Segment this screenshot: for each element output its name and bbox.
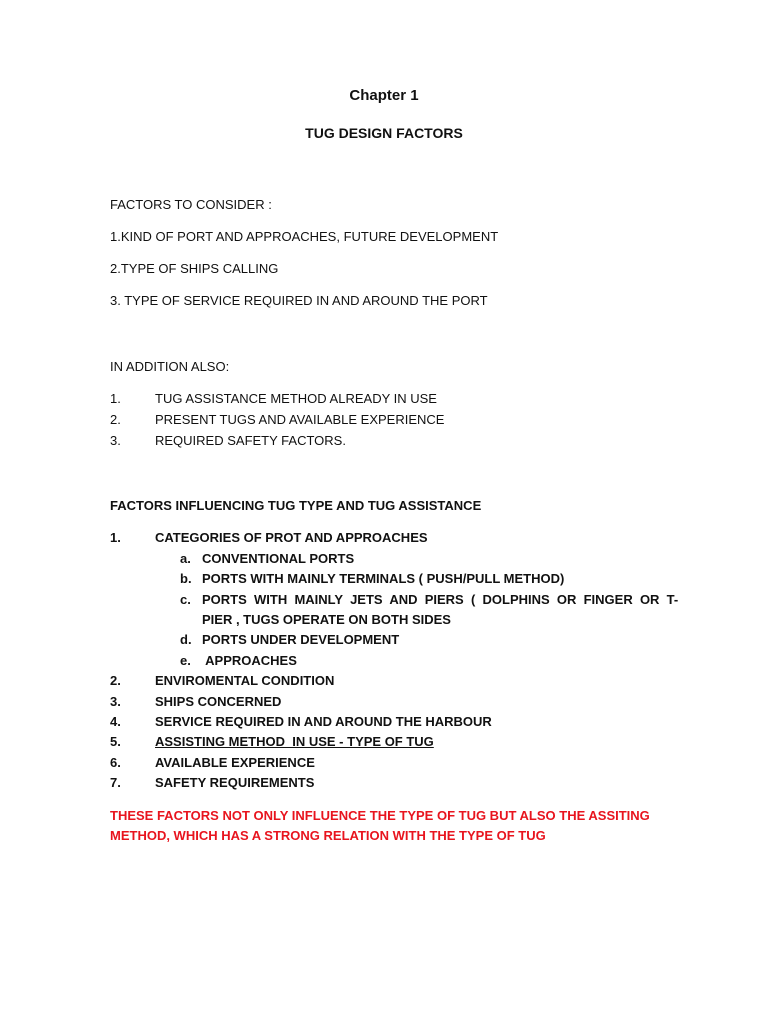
influencing-item-text: CATEGORIES OF PROT AND APPROACHES <box>155 530 428 545</box>
influencing-item-number: 6. <box>110 755 121 770</box>
factor-line: 1.KIND OF PORT AND APPROACHES, FUTURE DEVELOPMENT <box>110 229 499 244</box>
influencing-item-text: AVAILABLE EXPERIENCE <box>155 755 315 770</box>
note-line: THESE FACTORS NOT ONLY INFLUENCE THE TYPE OF TUG BUT ALSO THE ASSITING <box>110 808 650 823</box>
port-category-letter: a. <box>180 551 191 566</box>
port-category-letter: e. <box>180 653 191 668</box>
influencing-item-text: SAFETY REQUIREMENTS <box>155 775 315 790</box>
influencing-item-text: SHIPS CONCERNED <box>155 694 282 709</box>
port-category-text: CONVENTIONAL PORTS <box>202 551 355 566</box>
factor-line: 3. TYPE OF SERVICE REQUIRED IN AND AROUND THE PORT <box>110 293 488 308</box>
influencing-item-text: ASSISTING METHOD IN USE - TYPE OF TUG <box>155 734 434 749</box>
addition-item-text: PRESENT TUGS AND AVAILABLE EXPERIENCE <box>155 412 445 427</box>
port-category-text: PORTS WITH MAINLY JETS AND PIERS ( DOLPHINS OR FINGER OR T- <box>202 592 679 607</box>
page-title: TUG DESIGN FACTORS <box>305 125 463 141</box>
addition-item-number: 3. <box>110 433 121 448</box>
note-line: METHOD, WHICH HAS A STRONG RELATION WITH THE TYPE OF TUG <box>110 828 546 843</box>
influencing-item-number: 7. <box>110 775 121 790</box>
influencing-heading: FACTORS INFLUENCING TUG TYPE AND TUG ASSISTANCE <box>110 498 482 513</box>
addition-item-text: TUG ASSISTANCE METHOD ALREADY IN USE <box>155 391 437 406</box>
port-category-text: PORTS UNDER DEVELOPMENT <box>202 632 400 647</box>
addition-item-text: REQUIRED SAFETY FACTORS. <box>155 433 346 448</box>
chapter-label: Chapter 1 <box>349 87 419 104</box>
influencing-item-text: SERVICE REQUIRED IN AND AROUND THE HARBOUR <box>155 714 492 729</box>
influencing-item-number: 5. <box>110 734 121 749</box>
port-category-letter: c. <box>180 592 191 607</box>
influencing-item-number: 1. <box>110 530 121 545</box>
influencing-item-number: 4. <box>110 714 121 729</box>
addition-item-number: 2. <box>110 412 121 427</box>
port-category-letter: d. <box>180 632 192 647</box>
factors-heading: FACTORS TO CONSIDER : <box>110 197 272 212</box>
addition-item-number: 1. <box>110 391 121 406</box>
influencing-item-text: ENVIROMENTAL CONDITION <box>155 673 335 688</box>
port-category-letter: b. <box>180 571 192 586</box>
addition-heading: IN ADDITION ALSO: <box>110 359 230 374</box>
factor-line: 2.TYPE OF SHIPS CALLING <box>110 261 279 276</box>
influencing-item-number: 2. <box>110 673 121 688</box>
influencing-item-number: 3. <box>110 694 121 709</box>
port-category-text-continued: PIER , TUGS OPERATE ON BOTH SIDES <box>202 612 451 627</box>
port-category-text: PORTS WITH MAINLY TERMINALS ( PUSH/PULL METHOD) <box>202 571 565 586</box>
port-category-text: APPROACHES <box>202 653 297 668</box>
